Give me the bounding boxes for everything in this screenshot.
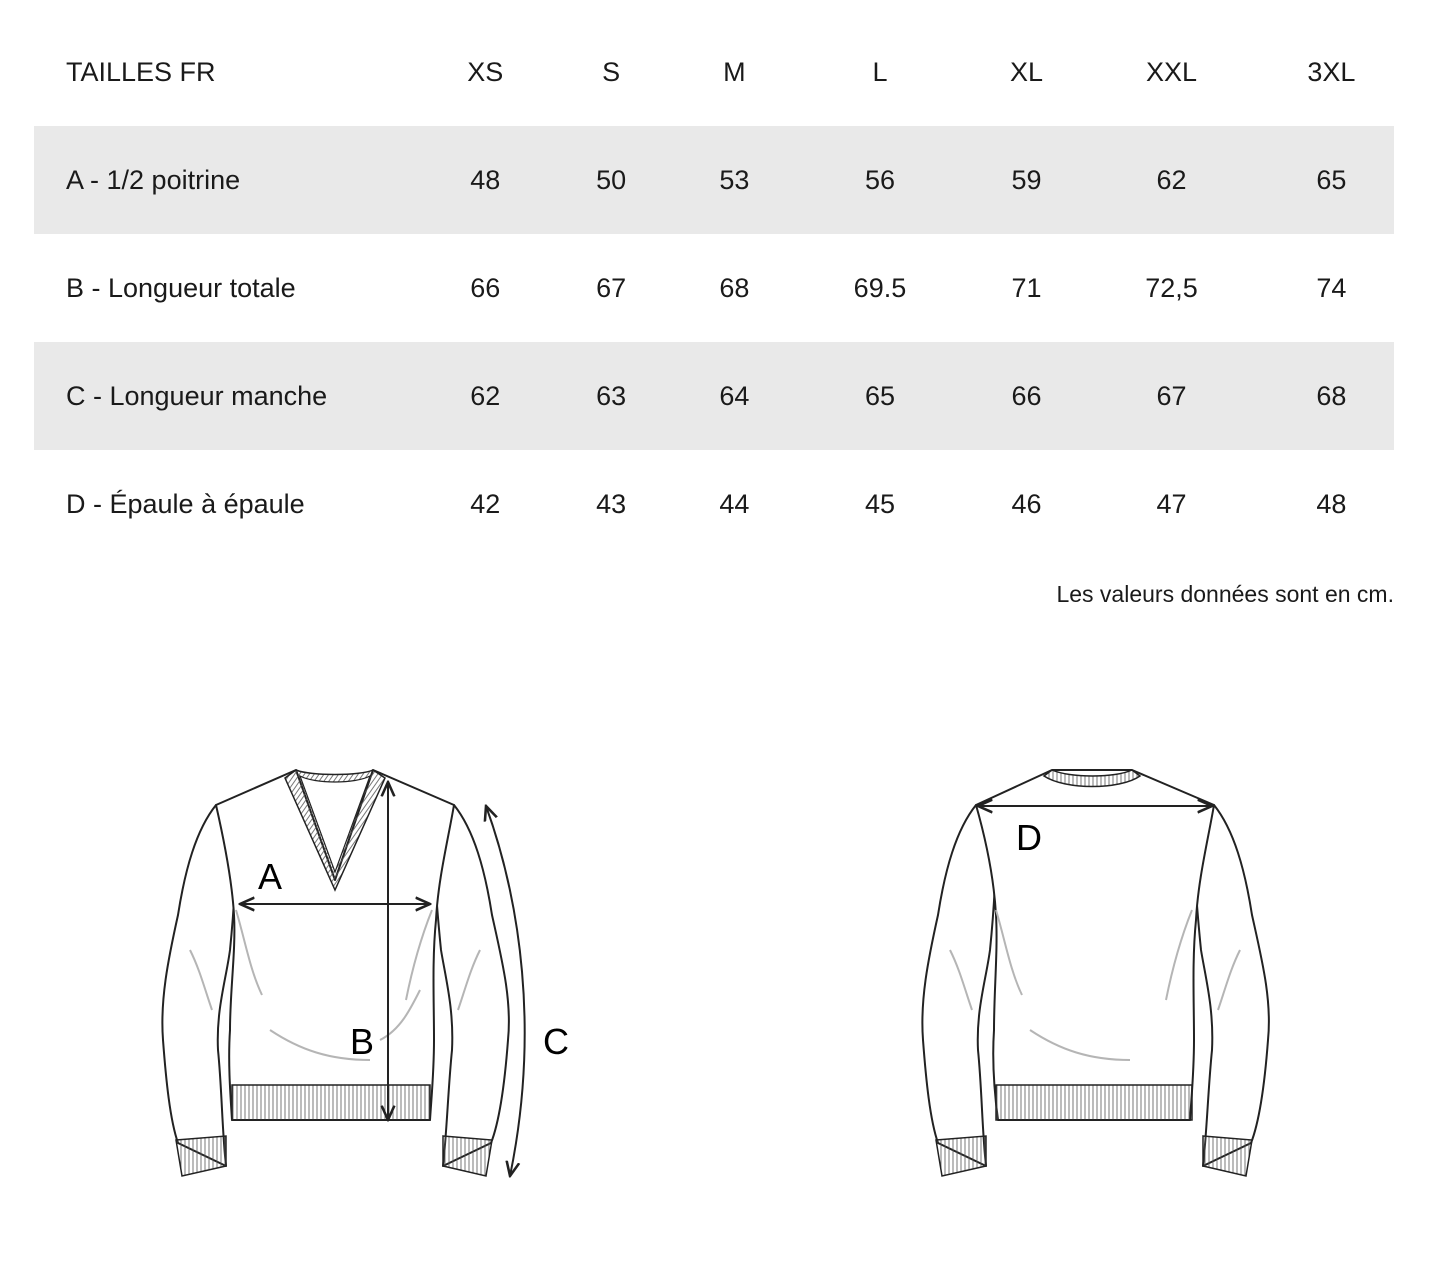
row-label: B - Longueur totale <box>66 272 296 303</box>
row-label: A - 1/2 poitrine <box>66 164 241 195</box>
table-cell: 65 <box>1316 164 1347 195</box>
table-row-shoulder <box>34 450 1394 558</box>
row-label: D - Épaule à épaule <box>66 488 305 519</box>
table-cell: 53 <box>719 164 750 195</box>
row-label: C - Longueur manche <box>66 380 328 411</box>
table-cell: 68 <box>719 272 750 303</box>
table-cell: 59 <box>1011 164 1042 195</box>
table-cell: 69.5 <box>853 272 907 303</box>
size-header-l: L <box>872 56 888 87</box>
back-hem-rib <box>996 1085 1192 1120</box>
sweater-diagram <box>0 740 1432 1210</box>
marker-c: C <box>543 1021 569 1062</box>
table-cell: 62 <box>1156 164 1187 195</box>
size-header-xxl: XXL <box>1145 56 1198 87</box>
table-cell: 71 <box>1011 272 1042 303</box>
table-cell: 50 <box>596 164 627 195</box>
front-hem-rib <box>232 1085 430 1120</box>
table-cell: 45 <box>864 488 895 519</box>
table-cell: 62 <box>470 380 501 411</box>
front-right-cuff <box>443 1136 492 1176</box>
table-row-sleeve-length <box>34 342 1394 450</box>
table-cell: 67 <box>1156 380 1187 411</box>
table-cell: 43 <box>596 488 627 519</box>
table-cell: 64 <box>719 380 750 411</box>
table-cell: 47 <box>1156 488 1187 519</box>
table-cell: 66 <box>1011 380 1042 411</box>
marker-b: B <box>350 1021 375 1062</box>
table-cell: 74 <box>1316 272 1347 303</box>
table-cell: 63 <box>596 380 627 411</box>
size-table <box>34 18 1394 558</box>
back-left-cuff <box>936 1136 986 1176</box>
size-header-s: S <box>602 56 621 87</box>
table-cell: 46 <box>1011 488 1042 519</box>
table-cell: 66 <box>470 272 501 303</box>
table-row-chest <box>34 126 1394 234</box>
size-header-xs: XS <box>467 56 504 87</box>
size-header-xl: XL <box>1009 56 1043 87</box>
back-right-cuff <box>1203 1136 1252 1176</box>
size-header-row <box>34 18 1394 126</box>
table-cell: 56 <box>864 164 895 195</box>
table-row-total-length <box>34 234 1394 342</box>
table-cell: 68 <box>1316 380 1347 411</box>
table-cell: 48 <box>470 164 501 195</box>
table-cell: 42 <box>470 488 501 519</box>
size-header-3xl: 3XL <box>1307 56 1356 87</box>
table-cell: 48 <box>1316 488 1347 519</box>
table-cell: 72,5 <box>1145 272 1198 303</box>
table-cell: 65 <box>864 380 895 411</box>
front-left-cuff <box>176 1136 226 1176</box>
marker-a: A <box>258 856 283 897</box>
unit-note: Les valeurs données sont en cm. <box>1056 581 1394 607</box>
marker-d: D <box>1016 817 1042 858</box>
size-header-label: TAILLES FR <box>66 56 216 87</box>
table-cell: 67 <box>596 272 627 303</box>
size-header-m: M <box>723 56 746 87</box>
table-cell: 44 <box>719 488 750 519</box>
